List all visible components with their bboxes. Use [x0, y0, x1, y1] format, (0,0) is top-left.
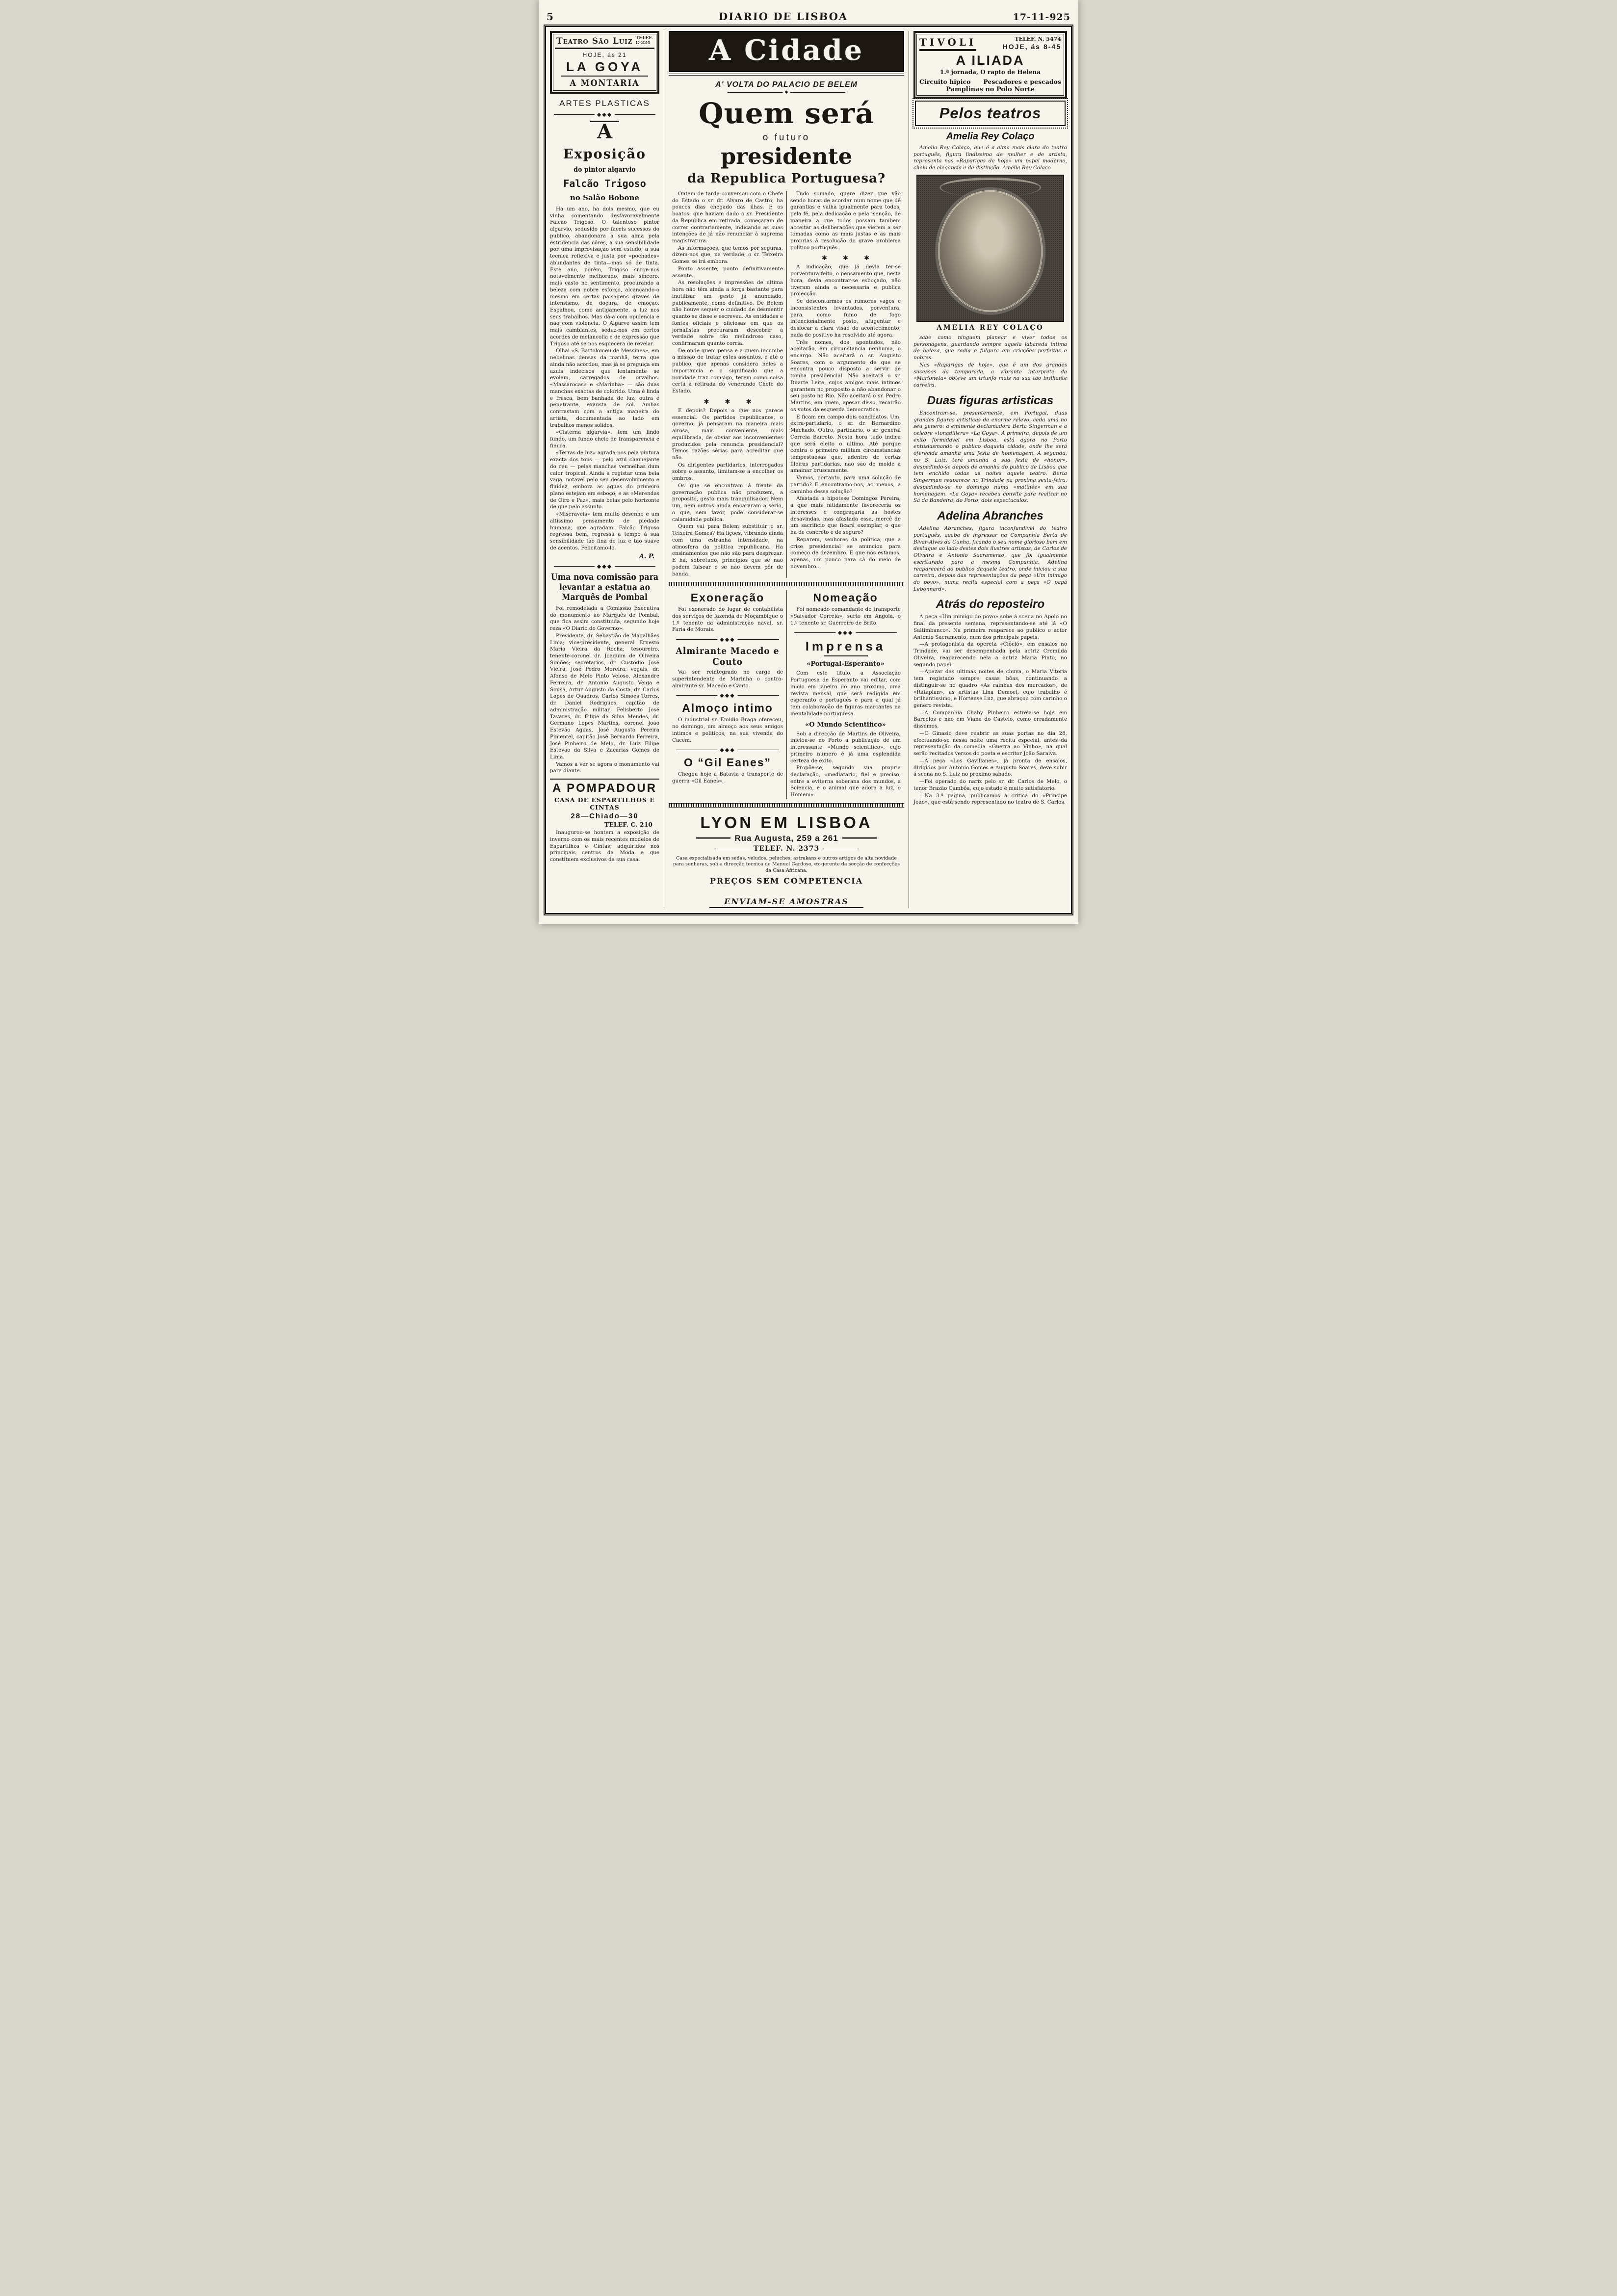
article-paragraph: Presidente, dr. Sebastião de Magalhães Lima; vice-presidente, general Ernesto Maria Vieira da Rocha; tesoureiro, tenente-coronel dr. Joaquim de Oliveira Simões; secretarios, dr. Custodio José Vieira, José Pedro Moreira; vogais, dr. Afonso de Melo Pinto Veloso, Alexandre Ferreira, dr. Antonio Augusto Veiga e Sousa, Artur Augusto da Costa, dr. Carlos Lopes de Quadros, Carlos Simões Torres, dr. Daniel Rodrigues, capitão de administração militar, Felisberto José Tavares, dr. Filipe da Silva Mendes, dr. Germano Lopes Martins, coronel João Estevão Aguas, José Augusto Pereira Pimentel, capitão José Bernardo Ferreira, José Pinheiro de Melo, dr. Luiz Filipe Estevão da Silva e Zacarias Gomes de Lima.: [550, 632, 659, 760]
article-paragraph: Os que se encontram á frente da governação publica não produzem, a proposito, gesto mais tranquilisador. Nem um, nem outros ainda encararam a serio, o que, sem favor, pode considerar-se calamidade publica.: [672, 482, 783, 522]
article-paragraph: Foi remodelada a Comissão Executiva do monumento ao Marquês de Pombal, que fica assim constituida, segundo hoje reza «O Diario do Governo»:: [550, 605, 659, 632]
amelia-section: [913, 131, 1067, 389]
nomeacao-body: Foi nomeado comandante do transporte «Salvador Correia», surto em Angola, o 1.º tenente sr. Guerreiro de Brito.: [790, 606, 901, 626]
lead-column-1: [669, 191, 786, 578]
ornamental-rule: [554, 563, 655, 570]
tivoli-extra1: Circuito hipico: [919, 78, 971, 85]
bottom-column-1: [669, 590, 786, 799]
article-paragraph: Ontem de tarde conversou com o Chefe do Estado o sr. dr. Alvaro de Castro, ha poucos dias chegado das ilhas. E os boatos, que haviam dado o sr. Presidente da Republica em retirada, começaram de correr contrariamente, indicando as suas intenções de já não renunciar á suprema magistratura.: [672, 190, 783, 244]
gil-eanes-title: O “Gil Eanes”: [683, 756, 772, 769]
article-paragraph: «Terras de luz» agrada-nos pela pintura exacta dos tons — pelo azul chamejante do ceu — pelas manchas vermelhas dum calor tropical. Ainda a registar uma bela vaga, notavel pelo seu desenvolvimento e fluidez, embora as aguas do primeiro plano estejam em esboço; e as «Merendas de Oiro e Paz», mais belas pelo horizonte de que pelo assunto.: [550, 450, 659, 510]
lead-headline-line4: da Republica Portuguesa?: [687, 171, 886, 186]
decorative-bar: [823, 848, 858, 849]
left-column: [550, 31, 664, 908]
article-paragraph: De onde quem pensa e a quem incumbe a missão de tratar estes assuntos, e até o publico, que apenas considera neles a importancia e o significado que a novidade traz comsigo, terem como coisa certa a retirada do venerando Chefe do Estado.: [672, 347, 783, 394]
lyon-ad: [669, 811, 904, 908]
almoco-title: Almoço intimo: [682, 702, 773, 715]
right-column: [909, 31, 1067, 908]
article-paragraph: As informações, que temos por seguras, dizem-nos que, na verdade, o sr. Teixeira Gomes se irá embora.: [672, 245, 783, 265]
artes-plasticas-article: [550, 99, 659, 560]
decorative-bar: [715, 848, 750, 849]
article-paragraph: As resoluções e impressões de ultima hora não têm ainda a força bastante para inutilisar um gesto já anunciado, publicamente, como definitivo. De Belem não houve sequer o cuidado de desmentir quanto se disse e escreveu. As entidades e fontes oficiais e oficiosas em que os jornalistas procuraram descobrir a verdade sobre tão melindroso caso, confirmaram quanto corria.: [672, 280, 783, 346]
lead-headline-line3: presidente: [720, 143, 853, 169]
ornamental-rule: [676, 747, 779, 753]
amelia-heading: Amelia Rey Colaço: [946, 131, 1035, 142]
artes-body: [550, 206, 659, 551]
imprensa-sub2-body2: Propõe-se, segundo sua propria declaração, «mediatario, fiel e preciso, entre a eviterna soberana dos mundos, a Sciencia, e o animal que adora a luz, o Homem».: [790, 765, 901, 798]
article-paragraph: Tudo somado, quere dizer que vão sendo horas de acordar num nome que dê garantias e valha igualmente para todos, pela fé, pela dedicação e pela isenção, de maneira a que todos possam tambem acceitar as deliberações que vierem a ser tomadas como as mais justas e as mais proprias á resolução do grave problema politico português.: [790, 190, 901, 251]
exoneracao-body: Foi exonerado do lugar de contabilista dos serviços de fazenda de Moçambique o 1.º tenente da administração naval, sr. Faria de Morais.: [672, 606, 783, 633]
pompadour-address: 28—Chiado—30: [571, 812, 639, 821]
duas-figuras-heading: Duas figuras artisticas: [927, 393, 1054, 407]
lead-headline-line1: Quem será: [699, 96, 874, 130]
tivoli-showtime: HOJE, ás 8-45: [1002, 42, 1061, 51]
tivoli-main-title: A ILIADA: [956, 53, 1025, 68]
pelos-teatros-box: [915, 101, 1066, 126]
pompadour-telef: TELEF. C. 210: [604, 821, 652, 829]
newspaper-title: DIARIO DE LISBOA: [718, 10, 848, 23]
sao-luiz-star: LA GOYA: [561, 59, 648, 77]
exoneracao-title: Exoneração: [690, 591, 765, 604]
sao-luiz-piece: A MONTARIA: [570, 78, 640, 88]
amelia-intro: Amelia Rey Colaço, que é a alma mais clara do teatro português, figura lindissima de mulher e de artista, representa nas «Raparigas de hoje» um papel moderno, cheio de elegancia e de distinção. Amelia Rey Colaço: [913, 145, 1067, 171]
almirante-title: Almirante Macedo e Couto: [676, 646, 780, 668]
kicker-rule: [728, 90, 845, 95]
almirante-body: Vai ser reintegrado no cargo de superintendente de Marinha o contra-almirante sr. Macedo e Canto.: [672, 669, 783, 689]
article-paragraph: Nas «Raparigas de hoje», que é um dos grandes sucessos da temporada, a vibrante interprete da «Marioneta» obteve um triunfo mais na sua tão brilhante carreira.: [913, 362, 1067, 389]
imprensa-sub2-body1: Sob a direcção de Martins de Oliveira, iniciou-se no Porto a publicação de um interessante «Mundo scientifico», cujo primeiro numero é já uma esplendida certeza de exito.: [790, 731, 901, 764]
nomeacao-title: Nomeação: [813, 591, 878, 604]
article-paragraph: Os dirigentes partidarios, interrogados sobre o assunto, limitam-se a encolher os ombros.: [672, 462, 783, 482]
lead-article-columns: [669, 191, 904, 578]
article-paragraph: —Na 3.ª pagina, publicamos a critica do «Principe João», que está sendo representado no teatro de S. Carlos.: [913, 792, 1067, 806]
imprensa-sub1-body: Com este titulo, a Associação Portuguesa de Esperanto vai editar, com inicio em janeiro do ano proximo, uma revista mensal, que será redigida em esperanto e português e para a qual já tem colaboração de figuras marcantes na mentalidade portuguesa.: [790, 670, 901, 717]
tivoli-subtitle: 1.ª jornada, O rapto de Helena: [940, 69, 1041, 76]
almoco-body: O industrial sr. Emidio Braga ofereceu, no domingo, um almoço aos seus amigos intimos e politicos, na sua vivenda do Cacem.: [672, 717, 783, 743]
article-paragraph: —Apezar das ultimas noites de chuva, o Maria Vitoria tem registado sempre casas bôas, continuando a distinguir-se no quadro «As rainhas dos mercados», de «Rataplan», as artistas Lina Demoel, cujo trabalho é brilhantissimo, e Hortense Luz, que abraçou com carinho o genero revista.: [913, 669, 1067, 708]
zipper-rule: [669, 582, 904, 586]
article-paragraph: E ficam em campo dois candidatos. Um, extra-partidario, o sr. dr. Bernardino Machado. Outro, partidario, o sr. general Correia Barreto. Nesta hora tudo indica que será eleito o ultimo. Até porque contra o primeiro militam circunstancias tempestuosas que, adentro de certas fileiras partidarias, não são de molde a amainar bruscamente.: [790, 414, 901, 474]
artes-artist-name: Falcão Trigoso: [563, 178, 646, 189]
pompadour-title: A POMPADOUR: [552, 782, 657, 795]
article-paragraph: Vamos, portanto, para uma solução de partido? E encontramo-nos, ao menos, a caminho dessa solução?: [790, 475, 901, 495]
ornamental-rule: [794, 629, 897, 636]
tivoli-ad: [913, 31, 1067, 99]
tivoli-extra2: Pescadores e pescados: [983, 78, 1061, 85]
lead-column-2: [786, 191, 904, 578]
lyon-slogan: PREÇOS SEM COMPETENCIA: [709, 876, 863, 886]
article-paragraph: A indicação, que já devia ter-se porventura feito, o pensamento que, nesta hora, devia encontrar-se esboçado, não tiveram ainda a necessaria e publica projecção.: [790, 264, 901, 297]
pompadour-body: Inaugurou-se hontem a exposição de inverno com os mais recentes modelos de Espartilhos e Cintas, adquiridos nos principais centros da Moda e que constituem exclusivos da sua casa.: [550, 830, 659, 863]
bottom-sections: [669, 590, 904, 799]
tivoli-telef: TELEF. N. 5474 HOJE, ás 8-45: [1002, 36, 1061, 51]
section-masthead: A Cidade: [669, 31, 904, 72]
article-paragraph: Adelina Abranches, figura inconfundivel do teatro português, acaba de ingressar na Companhia Berta de Bivar-Alves da Cunha, ficando o seu nome glorioso bem em destaque ao lado destes dois ilustres artistas, de Carlos de Oliveira e Antonio Sacramento, que foi igualmente escriturado para a mesma Companhia. Adelina reaparecerá ao publico daquele teatro, onde iniciou a sua carreira, depois das representações da peça «Um inimigo do povo», numa recita especial com a peça «O papá Lebonnard».: [913, 525, 1067, 592]
pompadour-tagline: CASA DE ESPARTILHOS E CINTAS: [554, 796, 655, 811]
adelina-section: [913, 509, 1067, 593]
article-paragraph: sabe como ninguem planear e viver todos os personagens, guardando sempre aquela labareda intima de beleza, que radia e fulgura em criações perfeitas e nobres.: [913, 334, 1067, 361]
article-paragraph: —O Ginasio deve reabrir as suas portas no dia 28, efectuando-se nessa noite uma recita especial, antes da representação da comedia «Guerra ao Vinho», na qual serão recitados versos do poeta e escritor João Saraiva.: [913, 730, 1067, 757]
reposteiro-heading: Atrás do reposteiro: [936, 598, 1045, 611]
artes-subtitle: do pintor algarvio: [574, 166, 636, 174]
article-paragraph: Olhai «S. Bartolomeu de Messines», em nebelinas densas da manhã, terra que ainda não acordou, mas já se preguiça em azuis indecisos que lentamente se evolam, carregados de orvalhos. «Massarocas» e «Marinha» — são duas manchas exactas de colorido. Uma é linda e fresca, bem banhada de luz; outra é penetrante, exausta de sol. Ambas contrastam com a antiga maneira do artista, documentada ao lado em trabalhos menos solidos.: [550, 348, 659, 428]
center-column: [664, 31, 909, 908]
article-paragraph: Reparem, senhores da politica, que a crise presidencial se anunciou para começo de dezembro. E que nós estamos, apenas, um pouco para cá do meio de novembro...: [790, 536, 901, 570]
article-paragraph: —A peça «Los Gavillanes», já pronta de ensaios, dirigidos por Antonio Gomes e Augusto Soares, deve subir á scena no S. Luiz no proximo sabado.: [913, 757, 1067, 778]
article-paragraph: Ponto assente, ponto definitivamente assente.: [672, 265, 783, 279]
page-frame: [544, 25, 1073, 915]
artes-signature: A. P.: [639, 553, 654, 561]
decorative-bar: [842, 837, 877, 839]
ornamental-rule: [554, 111, 655, 118]
article-paragraph: Três nomes, dos apontados, não aceitarão, em circunstancia nenhuma, o encargo. Não aceitará o sr. Augusto Soares, com o argumento de que se encontra pouco disposto a servir de tomba presidencial. Não aceitará o sr. Duarte Leite, cujos amigos mais intimos garantem no proposito a não abandonar o seu posto no Rio. Não aceitará o sr. Pedro Martins, em quem, apesar disso, recairão os votos da esquerda democratica.: [790, 339, 901, 413]
pelos-teatros-title: Pelos teatros: [939, 104, 1042, 122]
article-paragraph: Se descontarmos os rumores vagos e inconsistentes levantados, porventura, para, como fumo de fogo intencionalmente posto, afugentar e deslocar a clara visão do acontecimento, nada de positivo ha resolvido até agora.: [790, 298, 901, 338]
page-header: [544, 3, 1073, 25]
pombal-title: Uma nova comissão para levantar a estatua ao Marquês de Pombal: [550, 573, 659, 602]
pombal-body: [550, 605, 659, 775]
pombal-article: [550, 573, 659, 775]
duas-figuras-section: [913, 394, 1067, 504]
masthead-rule: [669, 74, 904, 76]
article-paragraph: Ha um ano, ha dois mesmo, que eu vinha comentando desfavoravelmente Falcão Trigoso. O talentoso pintor algarvio, sedusido por faceis sucessos do publico, abandonara a sua alma pela estridencia das côres, a sua sensibilidade por uma improvisação sem estudo, a sua tecnica reflexiva e justa por «pochades» abundantes de tinta—mas só de tinta. Este ano, porém, Trigoso surge-nos notavelmente melhorado, mais sincero, mais casto no sentimento, procurando a beleza com nobre esforço, alcançando-o mesmo em certas paisagens graves de intensismo, de doçura, de emoção. Espalhou, como antigamente, a luz nos seus trabalhos. Mas dá-a com opulencia e não com violencia. O Algarve assim tem mais cambiantes, seduz-nos em certos acordes de melancolia e de expressão que Trigoso até se nos esquecera de revelar.: [550, 206, 659, 347]
article-paragraph: —Foi operado do nariz pelo sr. dr. Carlos de Melo, o tenor Brazão Cambôa, cujo estado é muito satisfatorio.: [913, 779, 1067, 791]
imprensa-sub2-title: «O Mundo Scientifico»: [805, 721, 886, 729]
gil-eanes-body: Chegou hoje a Batavia o transporte de guerra «Gil Eanes».: [672, 771, 783, 784]
amelia-portrait-photo: [916, 175, 1064, 322]
tivoli-name: TIVOLI: [919, 36, 976, 51]
lead-headline-line2: o futuro: [762, 132, 810, 143]
article-paragraph: Quem vai para Belem substituir o sr. Teixeira Gomes? Ha lições, vibrando ainda com uma estranha intensidade, na atmosfera da politica republicana. Ha ensinamentos que não são para desprezar. E ha, sobretudo, principios que se não podem falsear e se não devem pôr de banda.: [672, 523, 783, 577]
imprensa-title: Imprensa: [805, 639, 886, 654]
imprensa-sub1-title: «Portugal-Esperanto»: [807, 660, 885, 668]
tivoli-extra3: Pamplinas no Polo Norte: [946, 86, 1035, 93]
star-separator: ✱ ✱ ✱: [704, 398, 758, 406]
page-date: 17-11-925: [1013, 12, 1070, 23]
ornamental-rule: [676, 636, 779, 643]
lyon-footer: ENVIAM-SE AMOSTRAS: [709, 897, 863, 908]
decorative-bar: [696, 837, 730, 839]
article-paragraph: Afastada a hipotese Domingos Pereira, a que mais nitidamente favoreceria os interesses e congraçaria as hostes desavindas, mas afastada essa, mercê de um sacrificio que ficará exemplar, o que ha de concreto e de seguro?: [790, 496, 901, 536]
article-paragraph: «Cisterna algarvia», tem um lindo fundo, um fundo cheio de transparencia e finura.: [550, 429, 659, 449]
article-paragraph: Encontram-se, presentemente, em Portugal, duas grandes figuras artisticas de enorme relevo, cada uma no seu genero: a eminente declamadora Berta Singerman e a celebre «tonadillera» «La Goya». A primeira, depois de um exito formidavel em Lisboa, está agora no Porto entusiasmando o publico daquela cidade, onde lhe será oferecida amanhã uma festa de homenagem. A segunda, no S. Luiz, terá amanhã a sua festa de «honor», despedindo-se depois de amanhã do publico de Lisboa que tem enchido todas as noites aquele teatro. Berta Singerman reaparece no Trindade na proxima sexta-feira, despedindo-se no domingo numa «matinée» em sua homenagem. «La Goya» recebeu convite para realizar no Sá da Bandeira, do Porto, dois espectaculos.: [913, 410, 1067, 504]
star-separator: ✱ ✱ ✱: [822, 255, 876, 262]
photo-caption: AMELIA REY COLAÇO: [937, 323, 1044, 332]
artes-venue: no Salão Bobone: [570, 193, 639, 202]
article-paragraph: —A protagonista da opereta «Clócló», em ensaios no Trindade, vai ser desempenhada pela actriz Cremilda Oliveira, reaparecendo nela a actriz Maria Pinto, no segundo papel.: [913, 641, 1067, 668]
artes-initial-letter: A: [550, 121, 659, 142]
article-paragraph: A peça «Um inimigo do povo» sobe á scena no Apolo no final da presente semana, representando-se até lá «O Saltimbanco». Na primeira reaparece ao publico o actor Antonio Sacramento, num dos principais papeis.: [913, 614, 1067, 640]
artes-section-label: ARTES PLASTICAS: [559, 99, 650, 108]
title-underline: [824, 655, 868, 656]
zipper-rule: [669, 803, 904, 808]
page-number: 5: [547, 11, 553, 23]
lyon-body: Casa especialisada em sedas, veludos, peluches, astrakans e outros artigos de alta novidade para senhoras, sob a direcção tecnica de Manuel Cardoso, ex-gerente da secção de confecções da Casa Africana.: [673, 855, 900, 873]
pompadour-ad: [550, 779, 659, 863]
reposteiro-section: [913, 598, 1067, 806]
lyon-address: Rua Augusta, 259 a 261: [734, 833, 838, 843]
bottom-column-2: [786, 590, 904, 799]
adelina-heading: Adelina Abranches: [937, 509, 1043, 523]
ornamental-rule: [676, 692, 779, 699]
sao-luiz-ad: [550, 31, 659, 94]
lead-kicker: A' VOLTA DO PALACIO DE BELEM: [715, 80, 858, 89]
lyon-telef: TELEF. N. 2373: [753, 844, 820, 853]
newspaper-page: [539, 0, 1078, 924]
article-paragraph: Vamos a ver se agora o monumento vai para diante.: [550, 761, 659, 774]
sao-luiz-showtime: HOJE, ás 21: [582, 52, 627, 58]
article-paragraph: «Miseraveis» tem muito desenho e um altissimo pensamento de piedade humana, que agradam. Falcão Trigoso regressa bem, regressa a tempo á sua sensibilidade tão fina de luz e tão suave de acentos. Felicitamo-lo.: [550, 511, 659, 551]
artes-title: Exposição: [563, 147, 646, 162]
lyon-title: LYON EM LISBOA: [700, 813, 873, 832]
sao-luiz-telef: TELEF. C-224: [635, 36, 653, 46]
sao-luiz-name: Teatro São Luiz: [556, 36, 633, 46]
portrait-oval: [938, 190, 1043, 313]
article-paragraph: E depois? Depois o que nos parece essencial. Os partidos republicanos, o governo, já pensaram na maneira mais airosa, mais conveniente, mais equilibrada, de obviar aos inconvenientes produzidos pela renuncia presidencial? Temos razões sérias para acreditar que não.: [672, 407, 783, 461]
article-paragraph: —A Companhia Chaby Pinheiro estreia-se hoje em Barcelos e não em Viana do Castelo, como erradamente dissemos.: [913, 709, 1067, 730]
